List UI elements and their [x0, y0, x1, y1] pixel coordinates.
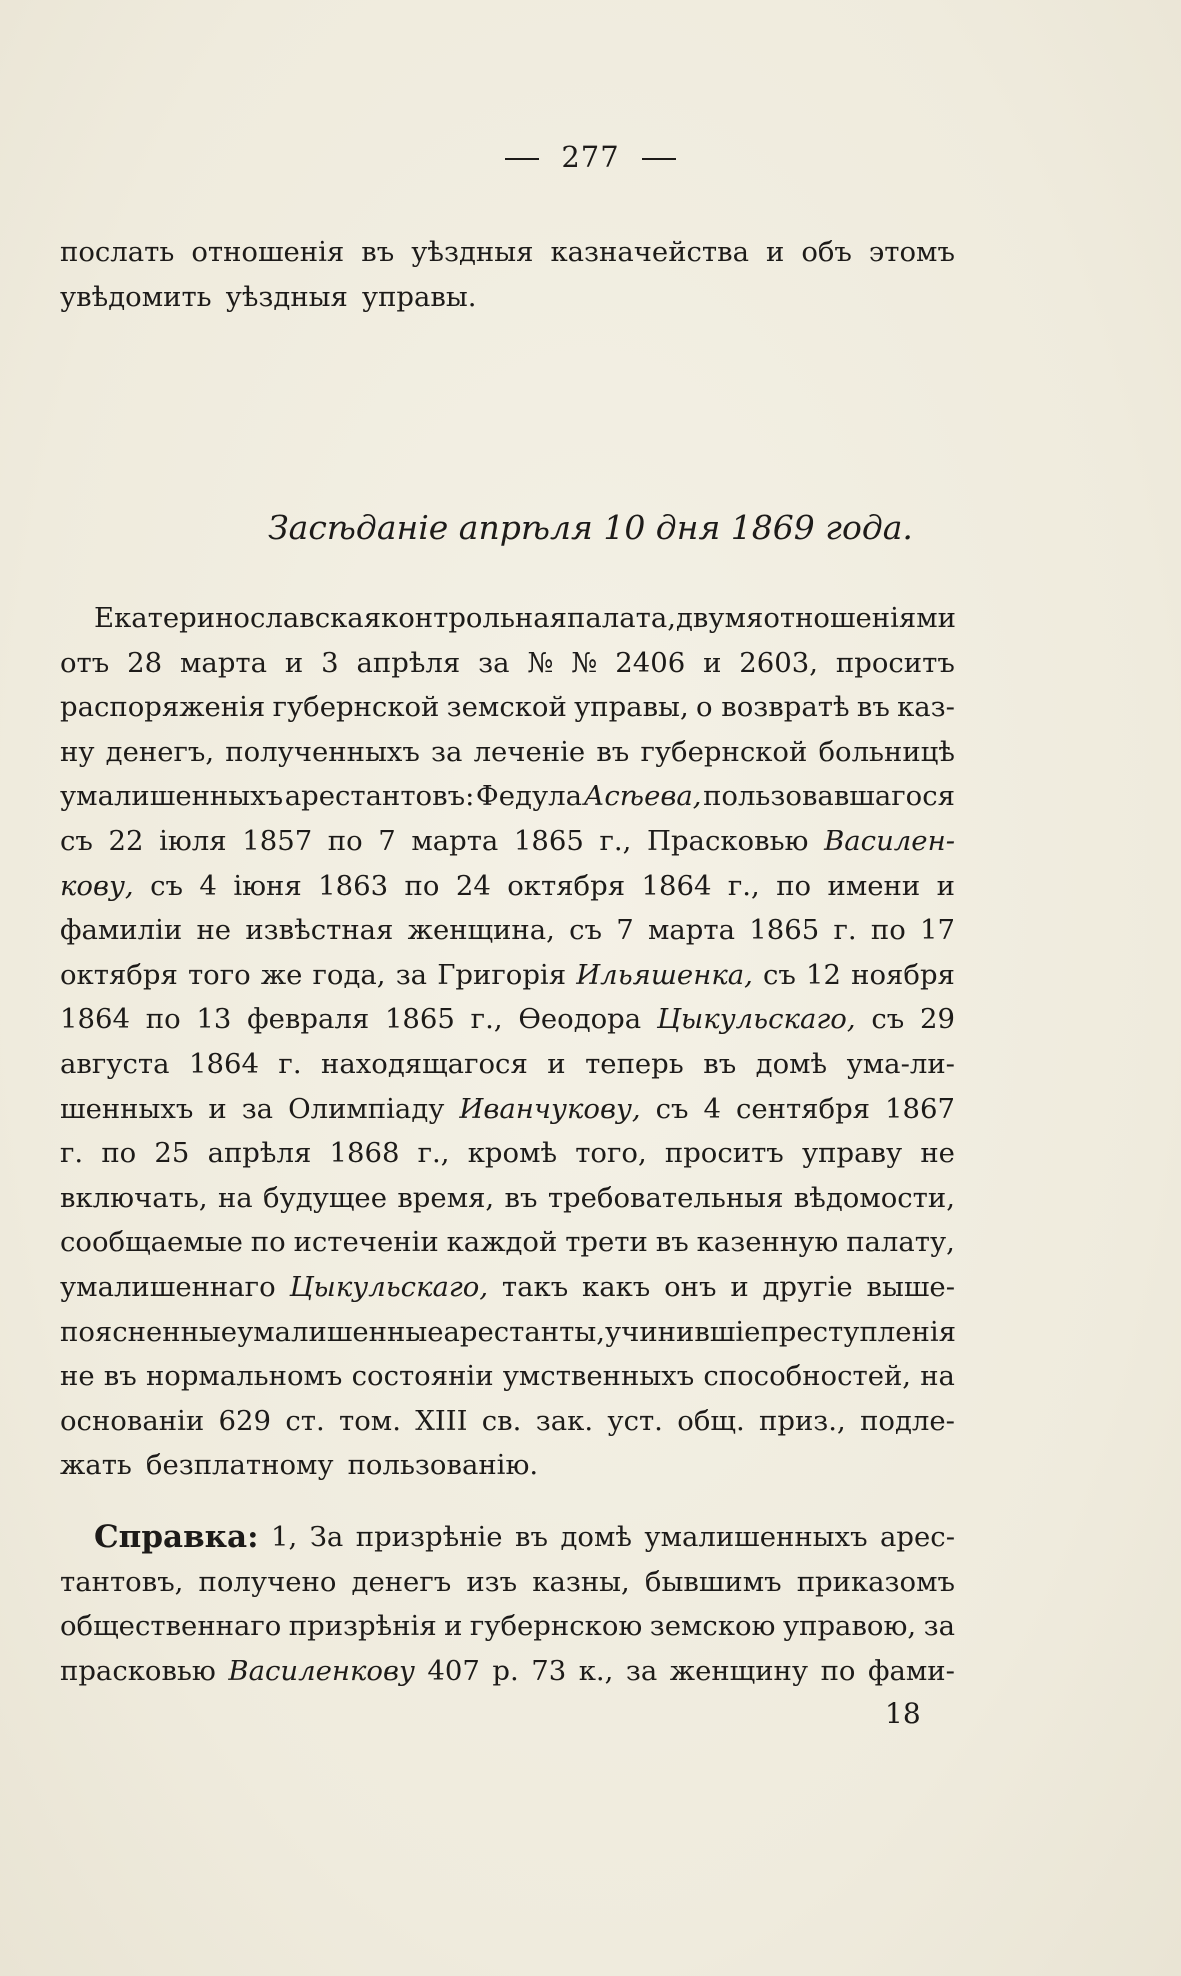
- word: апрѣля: [356, 646, 461, 679]
- word: ну: [60, 735, 95, 768]
- word: извѣстная: [245, 914, 394, 947]
- word: по: [776, 869, 812, 902]
- word: управы.: [361, 280, 477, 313]
- word: Василен-: [824, 824, 955, 857]
- word: денегъ,: [105, 735, 215, 768]
- signature-mark: 18: [885, 1697, 921, 1730]
- word: по: [820, 1654, 856, 1687]
- text-line: [60, 774, 955, 819]
- word: 1867: [885, 1092, 955, 1125]
- word: не: [60, 1360, 95, 1393]
- word: въ: [361, 236, 395, 268]
- word: 24: [455, 869, 491, 902]
- text-line: [60, 641, 955, 686]
- word: и: [703, 646, 722, 679]
- word: имени: [827, 869, 921, 902]
- word: того,: [575, 1137, 647, 1170]
- text-line: [60, 1265, 955, 1310]
- word: общественнаго: [60, 1610, 282, 1643]
- word: Олимпіаду: [288, 1092, 445, 1125]
- word: онъ: [664, 1270, 717, 1303]
- word: объ: [801, 236, 852, 268]
- word: 29: [919, 1003, 955, 1036]
- word: женщину: [669, 1654, 809, 1687]
- word: казенную: [696, 1226, 839, 1259]
- word: состояніи: [351, 1360, 494, 1393]
- word: казны,: [532, 1565, 630, 1598]
- word: Справка:: [94, 1519, 259, 1555]
- word: бывшимъ: [644, 1565, 782, 1598]
- word: умалишенныхъ: [644, 1521, 868, 1553]
- word: находящагося: [321, 1047, 528, 1080]
- text-line: [60, 1443, 955, 1488]
- word: 28: [127, 646, 163, 679]
- word: 7: [616, 914, 634, 947]
- word: 1,: [271, 1521, 298, 1553]
- word: по: [327, 824, 363, 857]
- word: женщина,: [407, 914, 555, 947]
- word: послать: [60, 236, 175, 268]
- word: уѣздныя: [225, 280, 348, 313]
- word: о возвратѣ: [695, 691, 850, 724]
- text-line: [60, 1354, 955, 1399]
- word: и: [547, 1047, 566, 1080]
- word: Екатеринославская: [94, 602, 382, 634]
- word: кромѣ: [467, 1137, 558, 1170]
- word: сообщаемые: [60, 1226, 243, 1259]
- word: за: [923, 1610, 955, 1643]
- word: 407: [427, 1654, 480, 1687]
- word: увѣдомить: [60, 280, 212, 313]
- text-line: [60, 997, 955, 1042]
- word: октября: [507, 869, 626, 902]
- word: каз-: [897, 691, 955, 724]
- word: проситъ: [664, 1137, 784, 1170]
- word: 629: [218, 1404, 272, 1437]
- word: арестантовъ:: [284, 780, 475, 813]
- page-header: [0, 140, 1181, 174]
- word: основаніи: [60, 1404, 205, 1437]
- text-line: [60, 1176, 955, 1221]
- word: отъ: [60, 646, 110, 679]
- text-line: [60, 275, 955, 320]
- word: нормальномъ: [145, 1360, 343, 1393]
- word: №: [571, 646, 598, 679]
- word: марта: [180, 646, 268, 679]
- text-line: [60, 953, 955, 998]
- word: домѣ: [755, 1047, 828, 1080]
- word: уст.: [607, 1404, 663, 1437]
- word: том.: [339, 1404, 401, 1437]
- word: 25: [154, 1137, 190, 1170]
- word: прасковью: [60, 1654, 216, 1687]
- word: и: [208, 1092, 227, 1125]
- word: преступленія: [760, 1315, 956, 1348]
- word: 1864: [188, 1047, 259, 1080]
- word: Василенкову: [228, 1654, 415, 1687]
- word: Федула: [475, 780, 583, 813]
- word: Ѳеодора: [518, 1003, 642, 1036]
- word: въ: [703, 1047, 737, 1080]
- spravka-paragraph: [60, 1515, 955, 1693]
- body-paragraph: [60, 596, 955, 1488]
- word: г.,: [417, 1137, 450, 1170]
- word: въ: [504, 1181, 538, 1214]
- word: учинившіе: [604, 1315, 761, 1348]
- word: фамиліи: [60, 914, 183, 947]
- word: изъ: [466, 1565, 518, 1598]
- word: въ: [515, 1521, 549, 1553]
- word: умственныхъ: [502, 1360, 695, 1393]
- word: включать,: [60, 1181, 208, 1214]
- word: умалишеннаго: [60, 1270, 276, 1303]
- word: денегъ: [351, 1565, 452, 1598]
- word: казначейства: [550, 236, 750, 268]
- word: августа: [60, 1047, 170, 1080]
- word: отношеніями: [763, 602, 957, 634]
- word: к.,: [578, 1654, 614, 1687]
- word: въ: [103, 1360, 137, 1393]
- word: г.,: [599, 824, 632, 857]
- header-dash-right: [642, 158, 676, 160]
- word: 3: [321, 646, 339, 679]
- word: за: [478, 646, 510, 679]
- word: За: [309, 1521, 344, 1553]
- word: Прасковью: [646, 824, 809, 857]
- word: земской: [446, 691, 567, 724]
- word: Асѣева,: [583, 780, 702, 813]
- word: 17: [920, 914, 955, 947]
- word: Цыкульскаго,: [656, 1003, 856, 1036]
- word: зак.: [535, 1404, 594, 1437]
- word: призрѣнія: [288, 1610, 437, 1643]
- word: контрольная: [381, 602, 568, 634]
- word: какъ: [582, 1270, 651, 1303]
- word: безплатному: [145, 1449, 334, 1482]
- word: больницѣ: [818, 735, 955, 768]
- word: леченіе: [473, 735, 586, 768]
- session-heading: Засѣданіе апрѣля 10 дня 1869 года.: [268, 508, 913, 547]
- word: февраля: [247, 1003, 370, 1036]
- word: вѣдомости,: [793, 1181, 955, 1214]
- word: по: [101, 1137, 137, 1170]
- word: каждой: [446, 1226, 558, 1259]
- word: съ: [871, 1003, 905, 1036]
- word: и: [936, 869, 955, 902]
- word: губернскою: [469, 1610, 643, 1643]
- word: р.: [492, 1654, 519, 1687]
- intro-paragraph: [60, 230, 955, 319]
- word: на: [217, 1181, 253, 1214]
- word: въ: [596, 735, 630, 768]
- word: съ: [569, 914, 603, 947]
- word: іюня: [233, 869, 302, 902]
- word: такъ: [501, 1270, 569, 1303]
- text-line: [60, 1087, 955, 1132]
- text-line: [60, 908, 955, 953]
- word: же: [260, 958, 303, 991]
- word: уѣздныя: [411, 236, 534, 268]
- word: получено: [198, 1565, 337, 1598]
- text-line: [60, 1399, 955, 1444]
- word: марта: [648, 914, 736, 947]
- word: 1868: [329, 1137, 400, 1170]
- header-dash-left: [505, 158, 539, 160]
- word: отношенія: [191, 236, 345, 268]
- word: подле-: [860, 1404, 955, 1437]
- word: ноября: [851, 958, 955, 991]
- text-line: [60, 1604, 955, 1649]
- text-line: [60, 1560, 955, 1605]
- word: 12: [806, 958, 842, 991]
- word: выше-: [866, 1270, 955, 1303]
- word: 2406: [615, 646, 686, 679]
- word: палата,: [567, 602, 676, 634]
- word: палату,: [846, 1226, 955, 1259]
- word: приз.,: [759, 1404, 846, 1437]
- word: по: [870, 914, 906, 947]
- word: 1864: [641, 869, 712, 902]
- word: за: [395, 958, 428, 991]
- word: съ: [150, 869, 183, 902]
- word: сентября: [735, 1092, 871, 1125]
- word: не: [196, 914, 232, 947]
- word: полученныхъ: [225, 735, 420, 768]
- word: другіе: [762, 1270, 853, 1303]
- word: и: [444, 1610, 463, 1643]
- word: за: [431, 735, 463, 768]
- word: за: [625, 1654, 658, 1687]
- word: будущее: [263, 1181, 387, 1214]
- word: Ильяшенка,: [576, 958, 753, 991]
- word: г.: [60, 1137, 84, 1170]
- word: XIII: [415, 1404, 468, 1437]
- word: ст.: [285, 1404, 325, 1437]
- word: 2603,: [739, 646, 819, 679]
- word: 22: [108, 824, 144, 857]
- text-line: [60, 685, 955, 730]
- word: требовательныя: [547, 1181, 784, 1214]
- word: въ: [655, 1226, 689, 1259]
- word: по: [250, 1226, 286, 1259]
- word: съ: [763, 958, 796, 991]
- word: того: [187, 958, 251, 991]
- word: г.: [278, 1047, 302, 1080]
- word: №: [527, 646, 554, 679]
- word: управы,: [574, 691, 689, 724]
- word: этомъ: [868, 236, 955, 268]
- word: тантовъ,: [60, 1565, 184, 1598]
- word: поясненные: [60, 1315, 238, 1348]
- word: 7: [378, 824, 396, 857]
- text-line: [60, 819, 955, 864]
- word: Иванчукову,: [459, 1092, 641, 1125]
- text-line: [60, 1310, 955, 1355]
- word: и: [766, 236, 785, 268]
- word: умалишенныхъ: [60, 780, 284, 813]
- word: октября: [60, 958, 178, 991]
- word: арес-: [880, 1521, 955, 1553]
- word: св.: [481, 1404, 522, 1437]
- word: пользовавшагося: [703, 780, 955, 813]
- word: 4: [199, 869, 217, 902]
- text-line: [60, 1042, 955, 1087]
- word: и: [284, 646, 304, 679]
- word: 1865: [749, 914, 820, 947]
- word: Цыкульскаго,: [289, 1270, 489, 1303]
- word: 1864: [60, 1003, 130, 1036]
- word: способностей,: [703, 1360, 912, 1393]
- word: распоряженія: [60, 691, 266, 724]
- word: 1857: [242, 824, 313, 857]
- word: г.,: [727, 869, 760, 902]
- word: управу: [801, 1137, 903, 1170]
- word: умалишенные: [237, 1315, 444, 1348]
- word: г.: [833, 914, 857, 947]
- word: съ: [60, 824, 93, 857]
- word: проситъ: [835, 646, 955, 679]
- word: арестанты,: [443, 1315, 605, 1348]
- word: 1865: [384, 1003, 455, 1036]
- word: 1865: [513, 824, 584, 857]
- word: 1863: [318, 869, 389, 902]
- word: 13: [196, 1003, 232, 1036]
- word: пользованію.: [347, 1449, 539, 1482]
- page-number: 277: [561, 140, 620, 174]
- text-line: [60, 1515, 955, 1560]
- word: домѣ: [560, 1521, 632, 1553]
- text-line: [60, 1220, 955, 1265]
- word: марта: [411, 824, 499, 857]
- word: истеченіи: [293, 1226, 439, 1259]
- word: приказомъ: [796, 1565, 955, 1598]
- word: теперь: [585, 1047, 684, 1080]
- word: время,: [397, 1181, 495, 1214]
- word: за: [241, 1092, 274, 1125]
- word: ума-ли-: [846, 1047, 955, 1080]
- word: и: [730, 1270, 749, 1303]
- word: по: [145, 1003, 181, 1036]
- word: не: [920, 1137, 955, 1170]
- word: управою,: [782, 1610, 917, 1643]
- word: губернской: [272, 691, 440, 724]
- word: двумя: [675, 602, 764, 634]
- word: г.,: [470, 1003, 503, 1036]
- word: жать: [60, 1449, 132, 1482]
- word: призрѣніе: [355, 1521, 503, 1553]
- text-line: [60, 730, 955, 775]
- word: земскою: [649, 1610, 776, 1643]
- text-line: [60, 230, 955, 275]
- word: шенныхъ: [60, 1092, 194, 1125]
- word: 4: [703, 1092, 721, 1125]
- word: на: [920, 1360, 955, 1393]
- word: фами-: [867, 1654, 955, 1687]
- text-line: [60, 1131, 955, 1176]
- word: апрѣля: [207, 1137, 312, 1170]
- word: общ.: [677, 1404, 745, 1437]
- word: 73: [531, 1654, 567, 1687]
- text-line: [60, 1649, 955, 1694]
- text-line: [60, 596, 955, 641]
- word: въ: [856, 691, 890, 724]
- word: іюля: [159, 824, 227, 857]
- word: съ: [655, 1092, 689, 1125]
- word: Григорія: [437, 958, 567, 991]
- word: губернской: [640, 735, 808, 768]
- text-line: [60, 864, 955, 909]
- word: кову,: [60, 869, 134, 902]
- word: по: [404, 869, 440, 902]
- word: года,: [312, 958, 386, 991]
- word: трети: [565, 1226, 648, 1259]
